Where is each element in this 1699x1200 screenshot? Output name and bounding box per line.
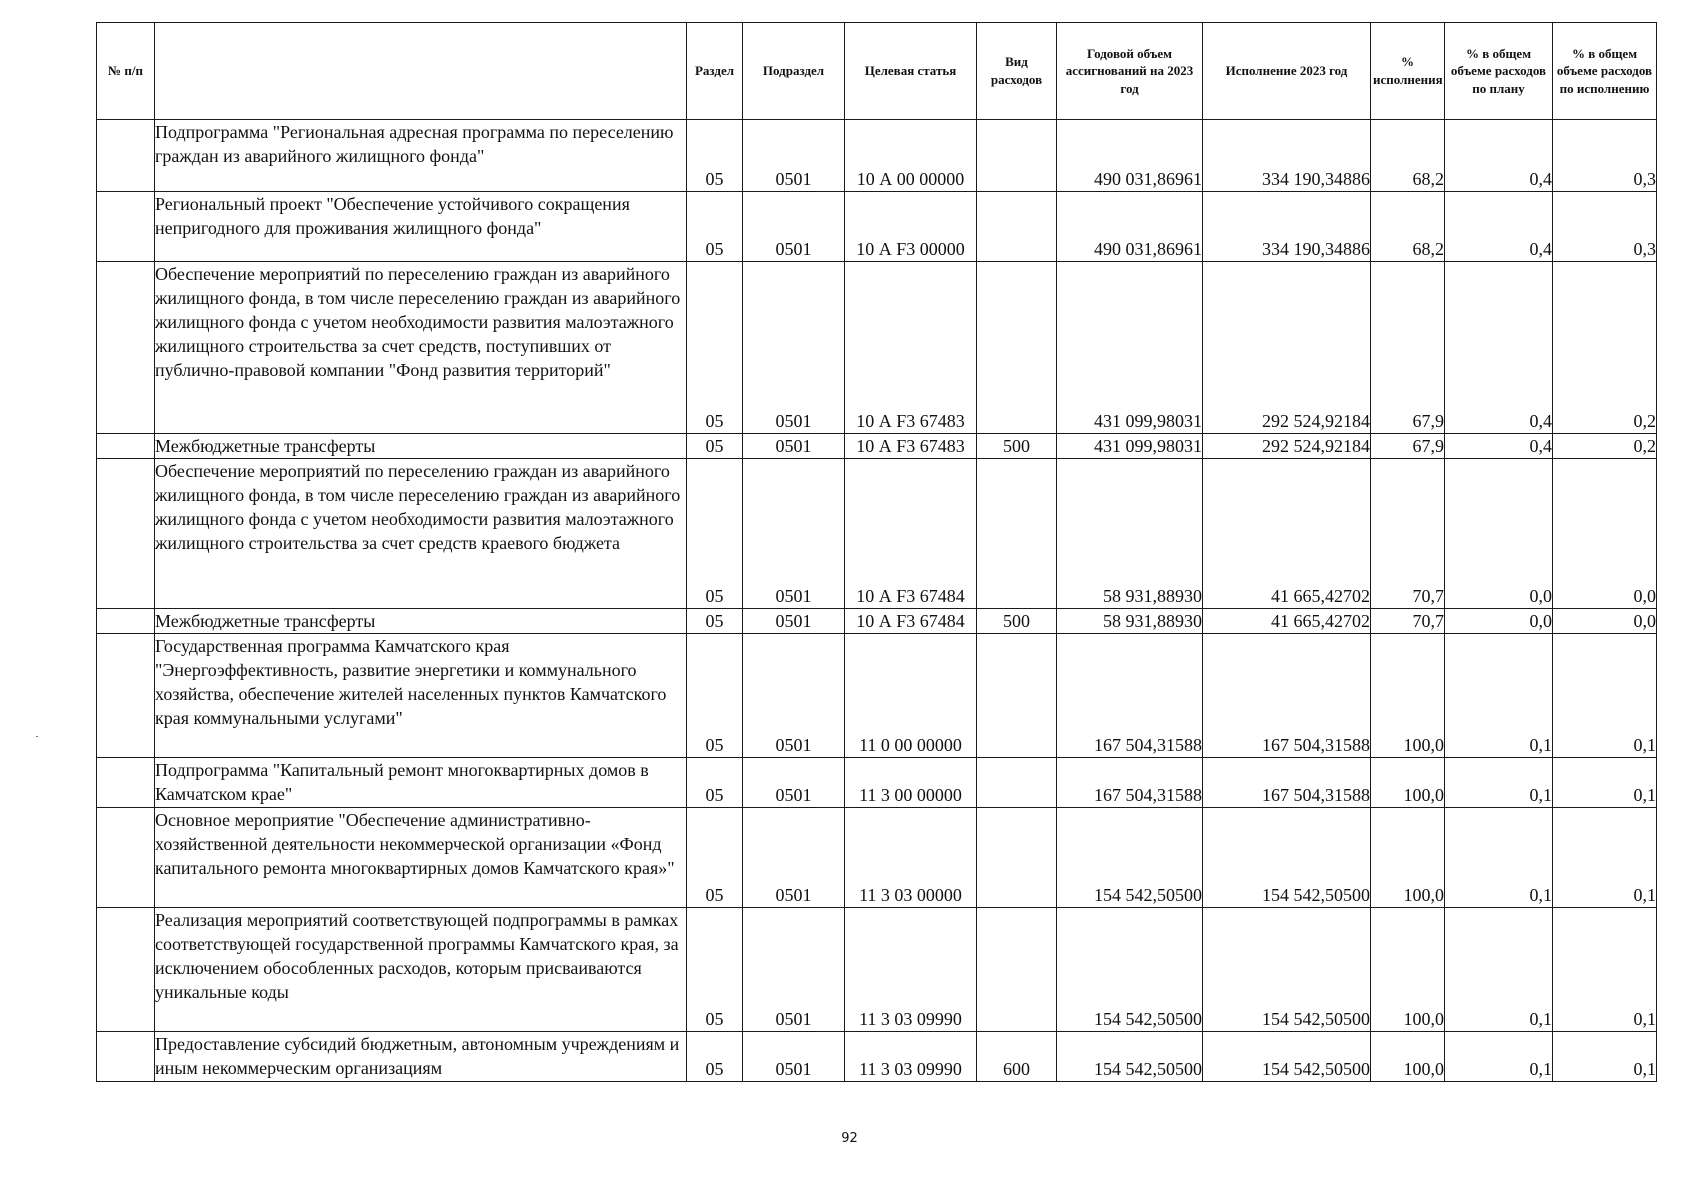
col-header-num: № п/п: [97, 23, 155, 120]
row-target: 10 А F3 67484: [845, 609, 977, 634]
row-num-cell: [97, 634, 155, 758]
row-share-plan: 0,1: [1445, 1032, 1553, 1082]
page-number: 92: [841, 1131, 858, 1146]
row-name: Реализация мероприятий соответствующей подпрограммы в рамках соответствующей государственной программы Камчатского края, за исключением обособленных расходов, которым присваиваются уникальные коды: [155, 908, 687, 1032]
row-target: 11 3 03 09990: [845, 908, 977, 1032]
row-name: Подпрограмма "Региональная адресная программа по переселению граждан из аварийного жилищного фонда": [155, 120, 687, 192]
row-share-exec: 0,3: [1553, 192, 1657, 262]
row-num-cell: [97, 459, 155, 609]
row-plan: 431 099,98031: [1057, 262, 1203, 434]
row-podrazdel: 0501: [743, 808, 845, 908]
row-vid: [977, 634, 1057, 758]
col-header-target: Целевая статья: [845, 23, 977, 120]
table-row: [97, 1032, 1657, 1082]
row-pct: 68,2: [1371, 192, 1445, 262]
row-exec: 334 190,34886: [1203, 120, 1371, 192]
row-razdel: 05: [687, 908, 743, 1032]
row-vid: [977, 808, 1057, 908]
row-podrazdel: 0501: [743, 1032, 845, 1082]
row-vid: [977, 262, 1057, 434]
row-share-plan: 0,1: [1445, 758, 1553, 808]
scan-speck: [36, 736, 38, 737]
row-share-exec: 0,1: [1553, 634, 1657, 758]
row-podrazdel: 0501: [743, 459, 845, 609]
col-header-pct: % исполнения: [1371, 23, 1445, 120]
row-podrazdel: 0501: [743, 192, 845, 262]
row-podrazdel: 0501: [743, 908, 845, 1032]
row-target: 10 А 00 00000: [845, 120, 977, 192]
row-exec: 292 524,92184: [1203, 262, 1371, 434]
table-row: [97, 192, 1657, 262]
row-share-exec: 0,2: [1553, 262, 1657, 434]
table-row: [97, 459, 1657, 609]
row-num-cell: [97, 1032, 155, 1082]
col-header-plan: Годовой объем ассигнований на 2023 год: [1057, 23, 1203, 120]
row-share-plan: 0,4: [1445, 192, 1553, 262]
row-podrazdel: 0501: [743, 120, 845, 192]
row-plan: 58 931,88930: [1057, 459, 1203, 609]
row-vid: [977, 120, 1057, 192]
row-vid: 500: [977, 609, 1057, 634]
row-exec: 167 504,31588: [1203, 758, 1371, 808]
row-exec: 334 190,34886: [1203, 192, 1371, 262]
table-row: [97, 808, 1657, 908]
row-vid: [977, 459, 1057, 609]
col-header-share-plan: % в общем объеме расходов по плану: [1445, 23, 1553, 120]
row-share-exec: 0,0: [1553, 459, 1657, 609]
row-pct: 100,0: [1371, 634, 1445, 758]
row-exec: 41 665,42702: [1203, 459, 1371, 609]
row-share-exec: 0,3: [1553, 120, 1657, 192]
budget-table: [96, 22, 1657, 1082]
row-plan: 154 542,50500: [1057, 1032, 1203, 1082]
row-name: Межбюджетные трансферты: [155, 434, 687, 459]
table-row: [97, 908, 1657, 1032]
row-razdel: 05: [687, 120, 743, 192]
row-vid: 600: [977, 1032, 1057, 1082]
row-razdel: 05: [687, 634, 743, 758]
row-target: 11 3 00 00000: [845, 758, 977, 808]
row-share-exec: 0,1: [1553, 758, 1657, 808]
col-header-name: [155, 23, 687, 120]
row-plan: 167 504,31588: [1057, 634, 1203, 758]
row-num-cell: [97, 434, 155, 459]
row-pct: 70,7: [1371, 459, 1445, 609]
row-vid: [977, 908, 1057, 1032]
row-num-cell: [97, 120, 155, 192]
row-share-exec: 0,1: [1553, 908, 1657, 1032]
row-target: 11 0 00 00000: [845, 634, 977, 758]
row-exec: 154 542,50500: [1203, 808, 1371, 908]
row-share-exec: 0,1: [1553, 808, 1657, 908]
table-row: [97, 758, 1657, 808]
col-header-exec: Исполнение 2023 год: [1203, 23, 1371, 120]
row-plan: 58 931,88930: [1057, 609, 1203, 634]
row-share-plan: 0,0: [1445, 459, 1553, 609]
row-plan: 154 542,50500: [1057, 808, 1203, 908]
row-target: 11 3 03 09990: [845, 1032, 977, 1082]
row-target: 10 А F3 67484: [845, 459, 977, 609]
row-share-exec: 0,1: [1553, 1032, 1657, 1082]
row-name: Предоставление субсидий бюджетным, автономным учреждениям и иным некоммерческим организациям: [155, 1032, 687, 1082]
row-share-exec: 0,0: [1553, 609, 1657, 634]
row-name: Обеспечение мероприятий по переселению граждан из аварийного жилищного фонда, в том числе переселению граждан из аварийного жилищного фонда с учетом необходимости развития малоэтажного жилищного строительства за счет средств, поступивших от публично-правовой компании "Фонд развития территорий": [155, 262, 687, 434]
row-razdel: 05: [687, 758, 743, 808]
row-plan: 167 504,31588: [1057, 758, 1203, 808]
row-name: Государственная программа Камчатского края "Энергоэффективность, развитие энергетики и коммунального хозяйства, обеспечение жителей населенных пунктов Камчатского края коммунальными услугами": [155, 634, 687, 758]
row-podrazdel: 0501: [743, 434, 845, 459]
row-podrazdel: 0501: [743, 609, 845, 634]
row-razdel: 05: [687, 192, 743, 262]
row-plan: 431 099,98031: [1057, 434, 1203, 459]
row-num-cell: [97, 609, 155, 634]
row-pct: 70,7: [1371, 609, 1445, 634]
row-pct: 68,2: [1371, 120, 1445, 192]
col-header-share-exec: % в общем объеме расходов по исполнению: [1553, 23, 1657, 120]
row-vid: [977, 758, 1057, 808]
row-name: Подпрограмма "Капитальный ремонт многоквартирных домов в Камчатском крае": [155, 758, 687, 808]
table-row: [97, 434, 1657, 459]
row-num-cell: [97, 758, 155, 808]
row-share-plan: 0,1: [1445, 634, 1553, 758]
row-share-exec: 0,2: [1553, 434, 1657, 459]
row-pct: 100,0: [1371, 1032, 1445, 1082]
row-exec: 154 542,50500: [1203, 908, 1371, 1032]
row-share-plan: 0,1: [1445, 808, 1553, 908]
row-target: 10 А F3 67483: [845, 434, 977, 459]
row-pct: 67,9: [1371, 262, 1445, 434]
col-header-razdel: Раздел: [687, 23, 743, 120]
row-share-plan: 0,4: [1445, 120, 1553, 192]
row-pct: 100,0: [1371, 908, 1445, 1032]
row-razdel: 05: [687, 1032, 743, 1082]
row-num-cell: [97, 192, 155, 262]
row-target: 10 А F3 00000: [845, 192, 977, 262]
row-podrazdel: 0501: [743, 262, 845, 434]
table-row: [97, 609, 1657, 634]
table-header-row: [97, 23, 1657, 120]
row-exec: 292 524,92184: [1203, 434, 1371, 459]
row-name: Основное мероприятие "Обеспечение административно-хозяйственной деятельности некоммерческой организации «Фонд капитального ремонта многоквартирных домов Камчатского края»": [155, 808, 687, 908]
row-exec: 167 504,31588: [1203, 634, 1371, 758]
row-razdel: 05: [687, 459, 743, 609]
table-row: [97, 634, 1657, 758]
row-share-plan: 0,1: [1445, 908, 1553, 1032]
row-pct: 100,0: [1371, 808, 1445, 908]
row-exec: 41 665,42702: [1203, 609, 1371, 634]
row-num-cell: [97, 908, 155, 1032]
row-razdel: 05: [687, 434, 743, 459]
col-header-vid: Вид расходов: [977, 23, 1057, 120]
row-pct: 100,0: [1371, 758, 1445, 808]
row-plan: 154 542,50500: [1057, 908, 1203, 1032]
row-num-cell: [97, 808, 155, 908]
row-target: 11 3 03 00000: [845, 808, 977, 908]
row-num-cell: [97, 262, 155, 434]
row-vid: [977, 192, 1057, 262]
row-target: 10 А F3 67483: [845, 262, 977, 434]
row-pct: 67,9: [1371, 434, 1445, 459]
row-razdel: 05: [687, 609, 743, 634]
row-podrazdel: 0501: [743, 758, 845, 808]
row-podrazdel: 0501: [743, 634, 845, 758]
row-razdel: 05: [687, 808, 743, 908]
row-vid: 500: [977, 434, 1057, 459]
row-share-plan: 0,0: [1445, 609, 1553, 634]
row-share-plan: 0,4: [1445, 262, 1553, 434]
row-plan: 490 031,86961: [1057, 192, 1203, 262]
row-razdel: 05: [687, 262, 743, 434]
table-row: [97, 262, 1657, 434]
col-header-podrazdel: Подраздел: [743, 23, 845, 120]
row-exec: 154 542,50500: [1203, 1032, 1371, 1082]
row-plan: 490 031,86961: [1057, 120, 1203, 192]
row-name: Межбюджетные трансферты: [155, 609, 687, 634]
row-share-plan: 0,4: [1445, 434, 1553, 459]
row-name: Обеспечение мероприятий по переселению граждан из аварийного жилищного фонда, в том числе переселению граждан из аварийного жилищного фонда с учетом необходимости развития малоэтажного жилищного строительства за счет средств краевого бюджета: [155, 459, 687, 609]
row-name: Региональный проект "Обеспечение устойчивого сокращения непригодного для проживания жилищного фонда": [155, 192, 687, 262]
table-row: [97, 120, 1657, 192]
